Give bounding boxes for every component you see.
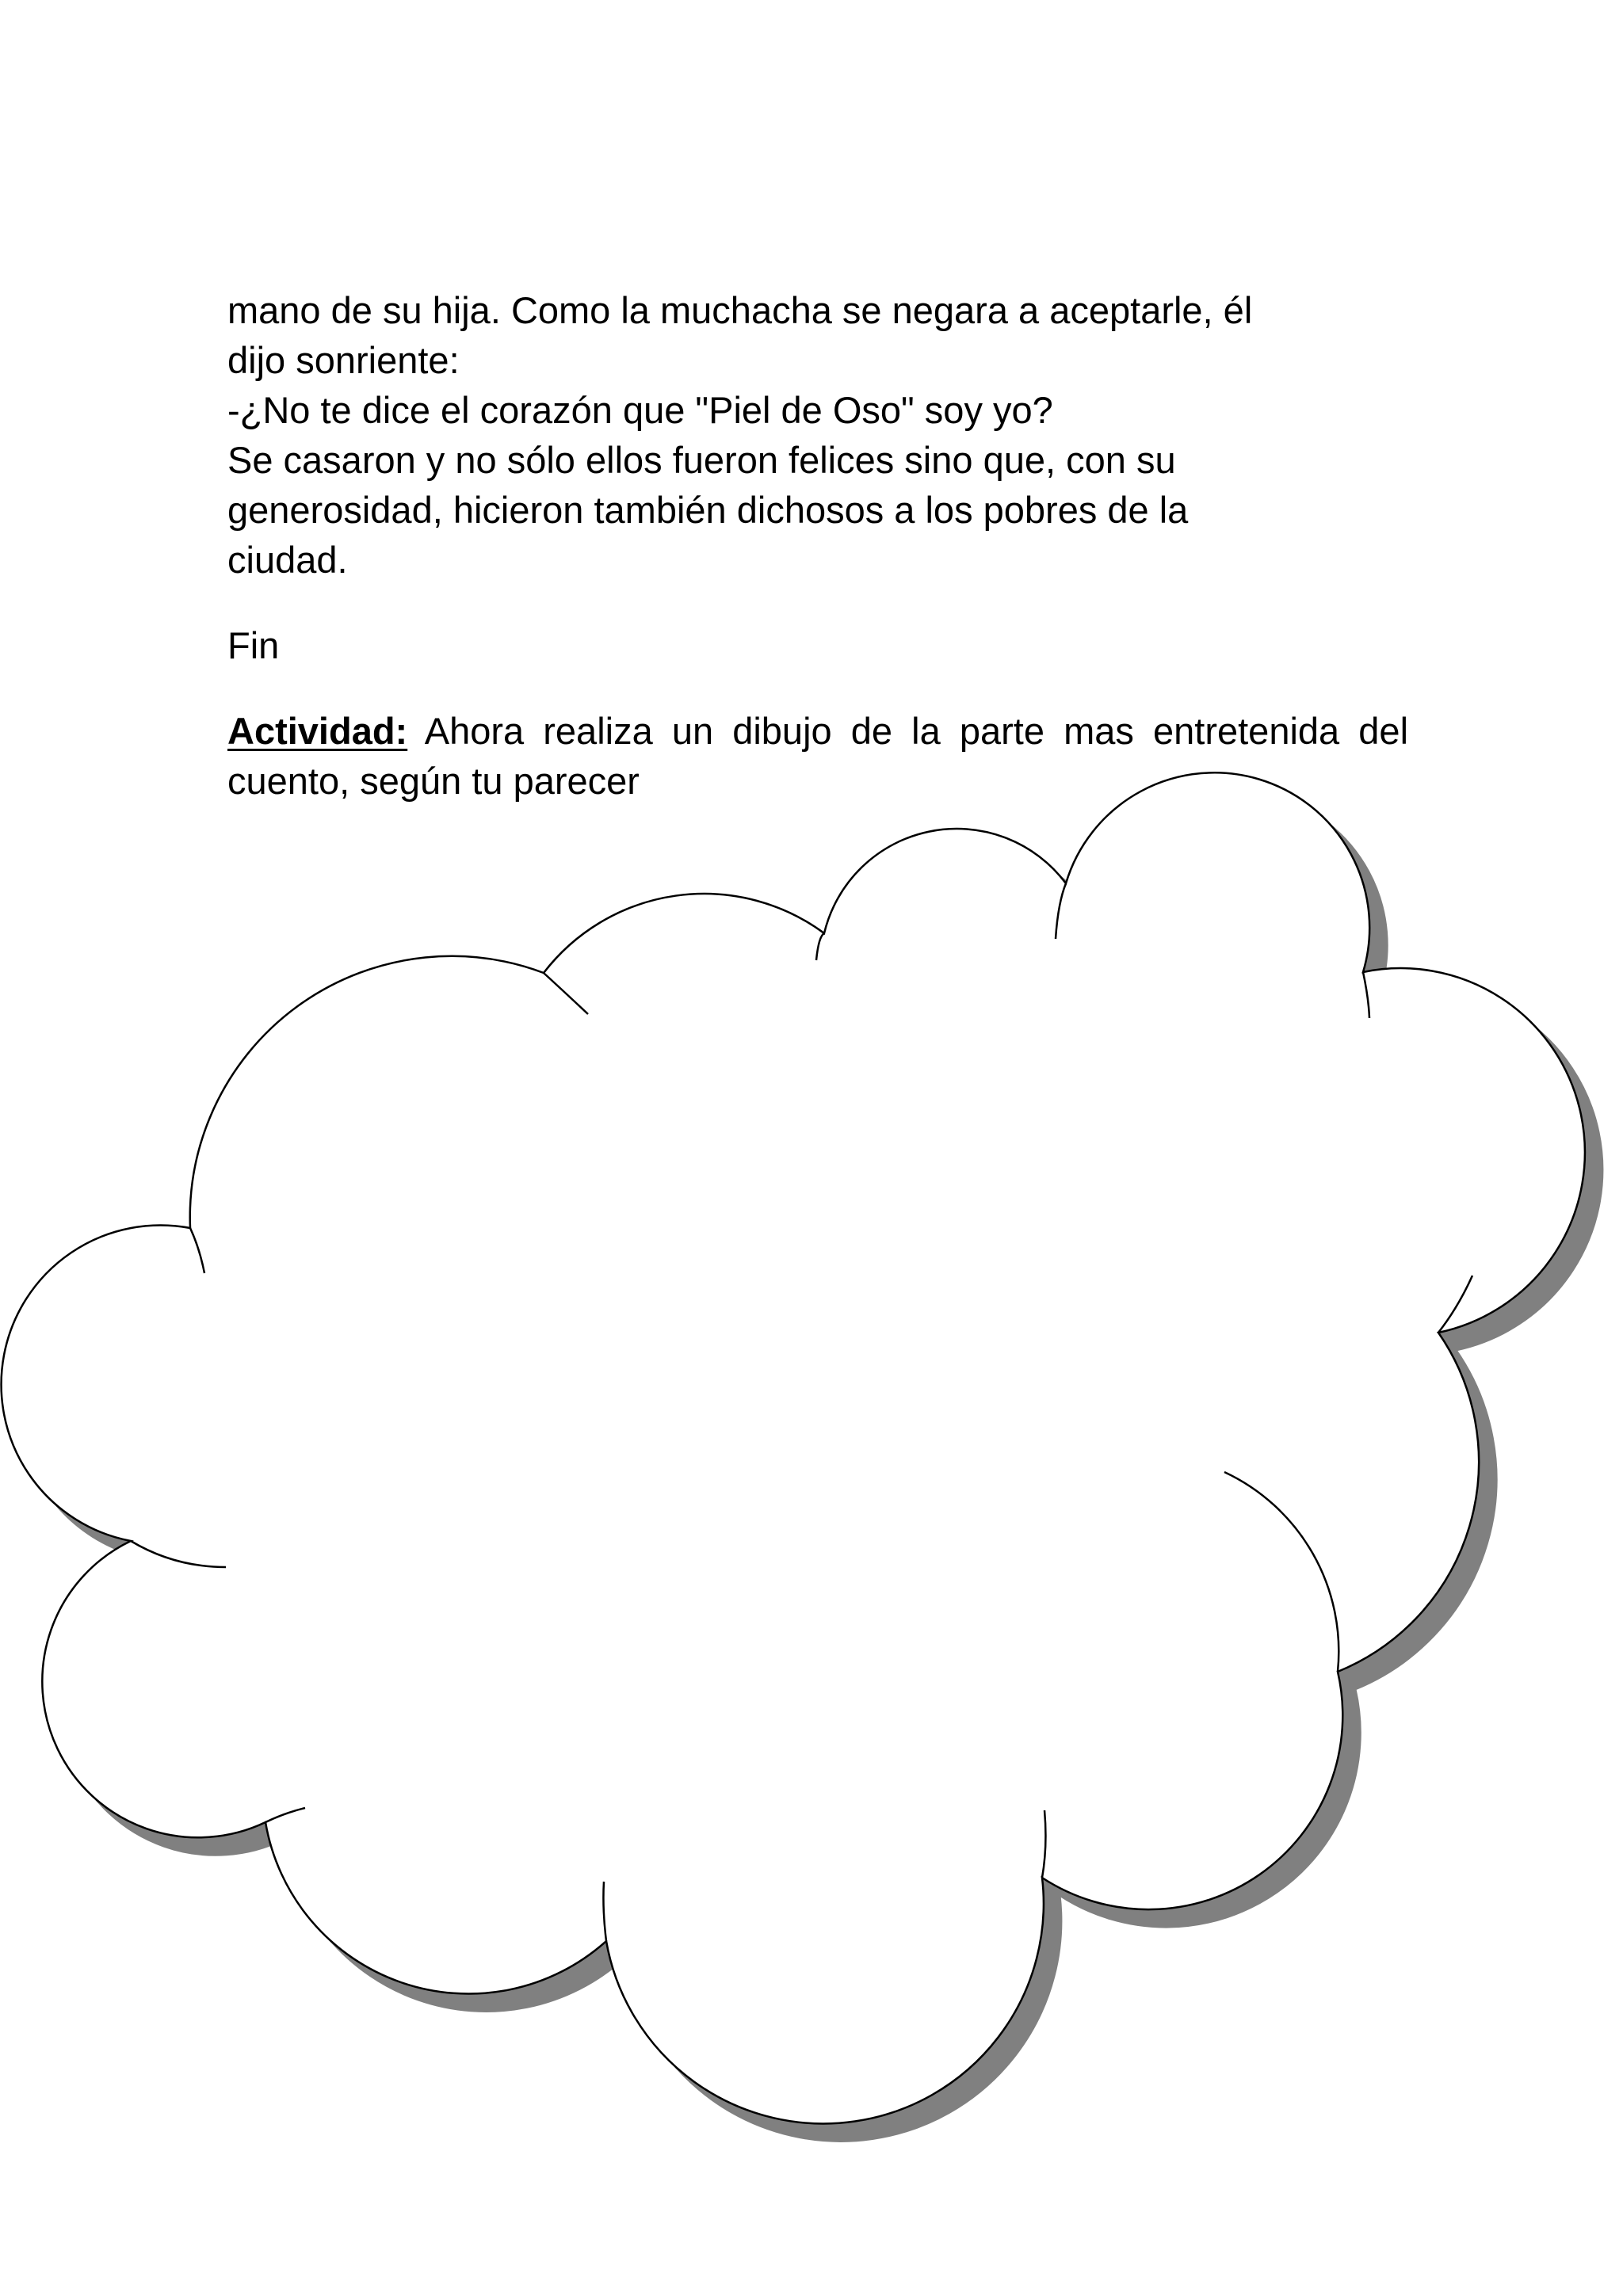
activity-text: Ahora realiza un dibujo de la parte mas entretenida del cuento, según tu parecer bbox=[227, 710, 1409, 802]
story-line-1: mano de su hija. Como la muchacha se negara a aceptarle, él bbox=[227, 289, 1253, 331]
story-line-5: generosidad, hicieron también dichosos a los pobres de la bbox=[227, 489, 1189, 531]
story-line-2: dijo sonriente: bbox=[227, 339, 460, 381]
cloud-icon bbox=[2, 772, 1602, 2141]
story-line-4: Se casaron y no sólo ellos fueron felices sino que, con su bbox=[227, 439, 1176, 481]
story-ending: Fin bbox=[227, 624, 280, 666]
activity-label: Actividad: bbox=[227, 710, 408, 752]
cloud-body bbox=[2, 772, 1585, 2123]
story-line-6: ciudad. bbox=[227, 539, 348, 581]
story-line-3: -¿No te dice el corazón que "Piel de Oso" soy yo? bbox=[227, 389, 1053, 431]
